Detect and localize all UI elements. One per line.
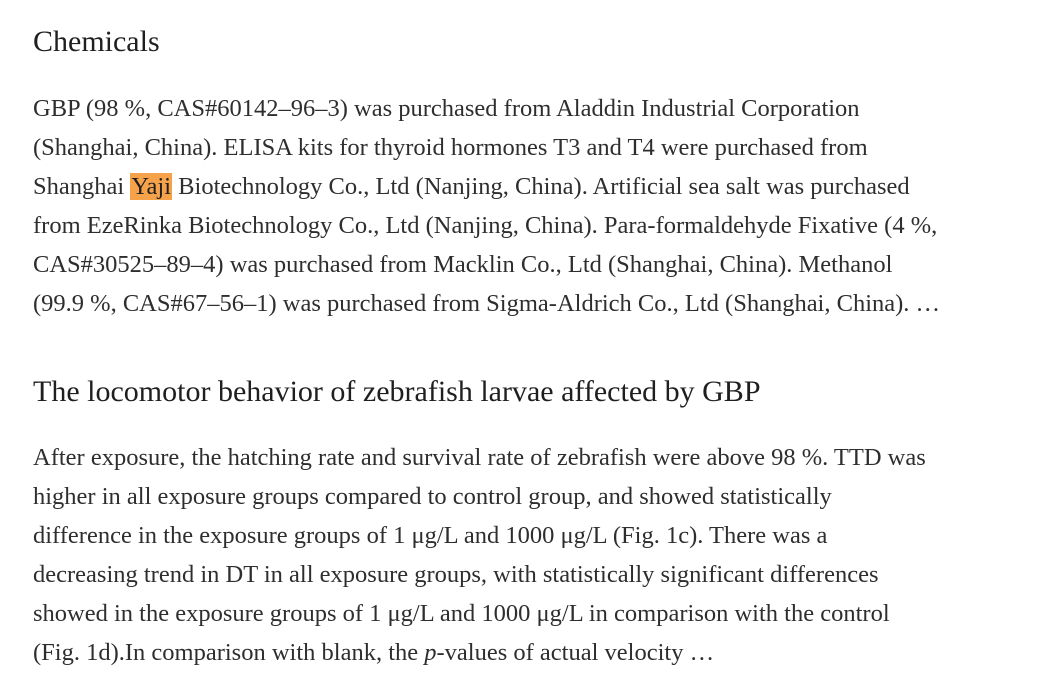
text-run: -values of actual velocity … <box>436 639 715 666</box>
text-run: from EzeRinka Biotechnology Co., Ltd (Nanjing, China). Para-formaldehyde Fixative (4 %, <box>33 212 938 239</box>
text-run: difference in the exposure groups of 1 μg/L and 1000 μg/L (Fig. 1c). There was a <box>33 522 828 549</box>
italic-p: p <box>424 639 437 666</box>
paragraph-line <box>33 284 1023 323</box>
text-run: (Fig. 1d).In comparison with blank, the <box>33 639 425 666</box>
search-highlight: Yaji <box>131 173 172 200</box>
paragraph-line <box>33 128 1023 167</box>
text-run: (Shanghai, China). ELISA kits for thyroid hormones T3 and T4 were purchased from <box>33 134 868 161</box>
text-run: decreasing trend in DT in all exposure groups, with statistically significant differences <box>33 561 879 588</box>
chemicals-section <box>33 22 1023 323</box>
text-run: After exposure, the hatching rate and survival rate of zebrafish were above 98 %. TTD was <box>33 444 926 471</box>
text-run: higher in all exposure groups compared to control group, and showed statistically <box>33 483 832 510</box>
chemicals-paragraph <box>33 89 1023 323</box>
paragraph-line <box>33 477 1023 516</box>
text-run: Biotechnology Co., Ltd (Nanjing, China). Artificial sea salt was purchased <box>172 173 910 200</box>
paragraph-line <box>33 245 1023 284</box>
paragraph-line <box>33 438 1023 477</box>
paragraph-line <box>33 206 1023 245</box>
text-run: (99.9 %, CAS#67–56–1) was purchased from Sigma-Aldrich Co., Ltd (Shanghai, China). … <box>33 290 941 317</box>
paragraph-line <box>33 633 1023 672</box>
paragraph-line <box>33 167 1023 206</box>
text-run: CAS#30525–89–4) was purchased from Macklin Co., Ltd (Shanghai, China). Methanol <box>33 251 893 278</box>
locomotor-paragraph <box>33 438 1023 672</box>
section-heading-locomotor: The locomotor behavior of zebrafish larvae affected by GBP <box>33 375 761 408</box>
paragraph-line <box>33 594 1023 633</box>
text-run: Shanghai <box>33 173 131 200</box>
text-run: GBP (98 %, CAS#60142–96–3) was purchased from Aladdin Industrial Corporation <box>33 95 860 122</box>
paragraph-line <box>33 555 1023 594</box>
paragraph-line <box>33 516 1023 555</box>
section-heading-chemicals: Chemicals <box>33 25 160 58</box>
locomotor-section <box>33 372 1023 672</box>
paragraph-line <box>33 89 1023 128</box>
text-run: showed in the exposure groups of 1 μg/L and 1000 μg/L in comparison with the control <box>33 600 890 627</box>
